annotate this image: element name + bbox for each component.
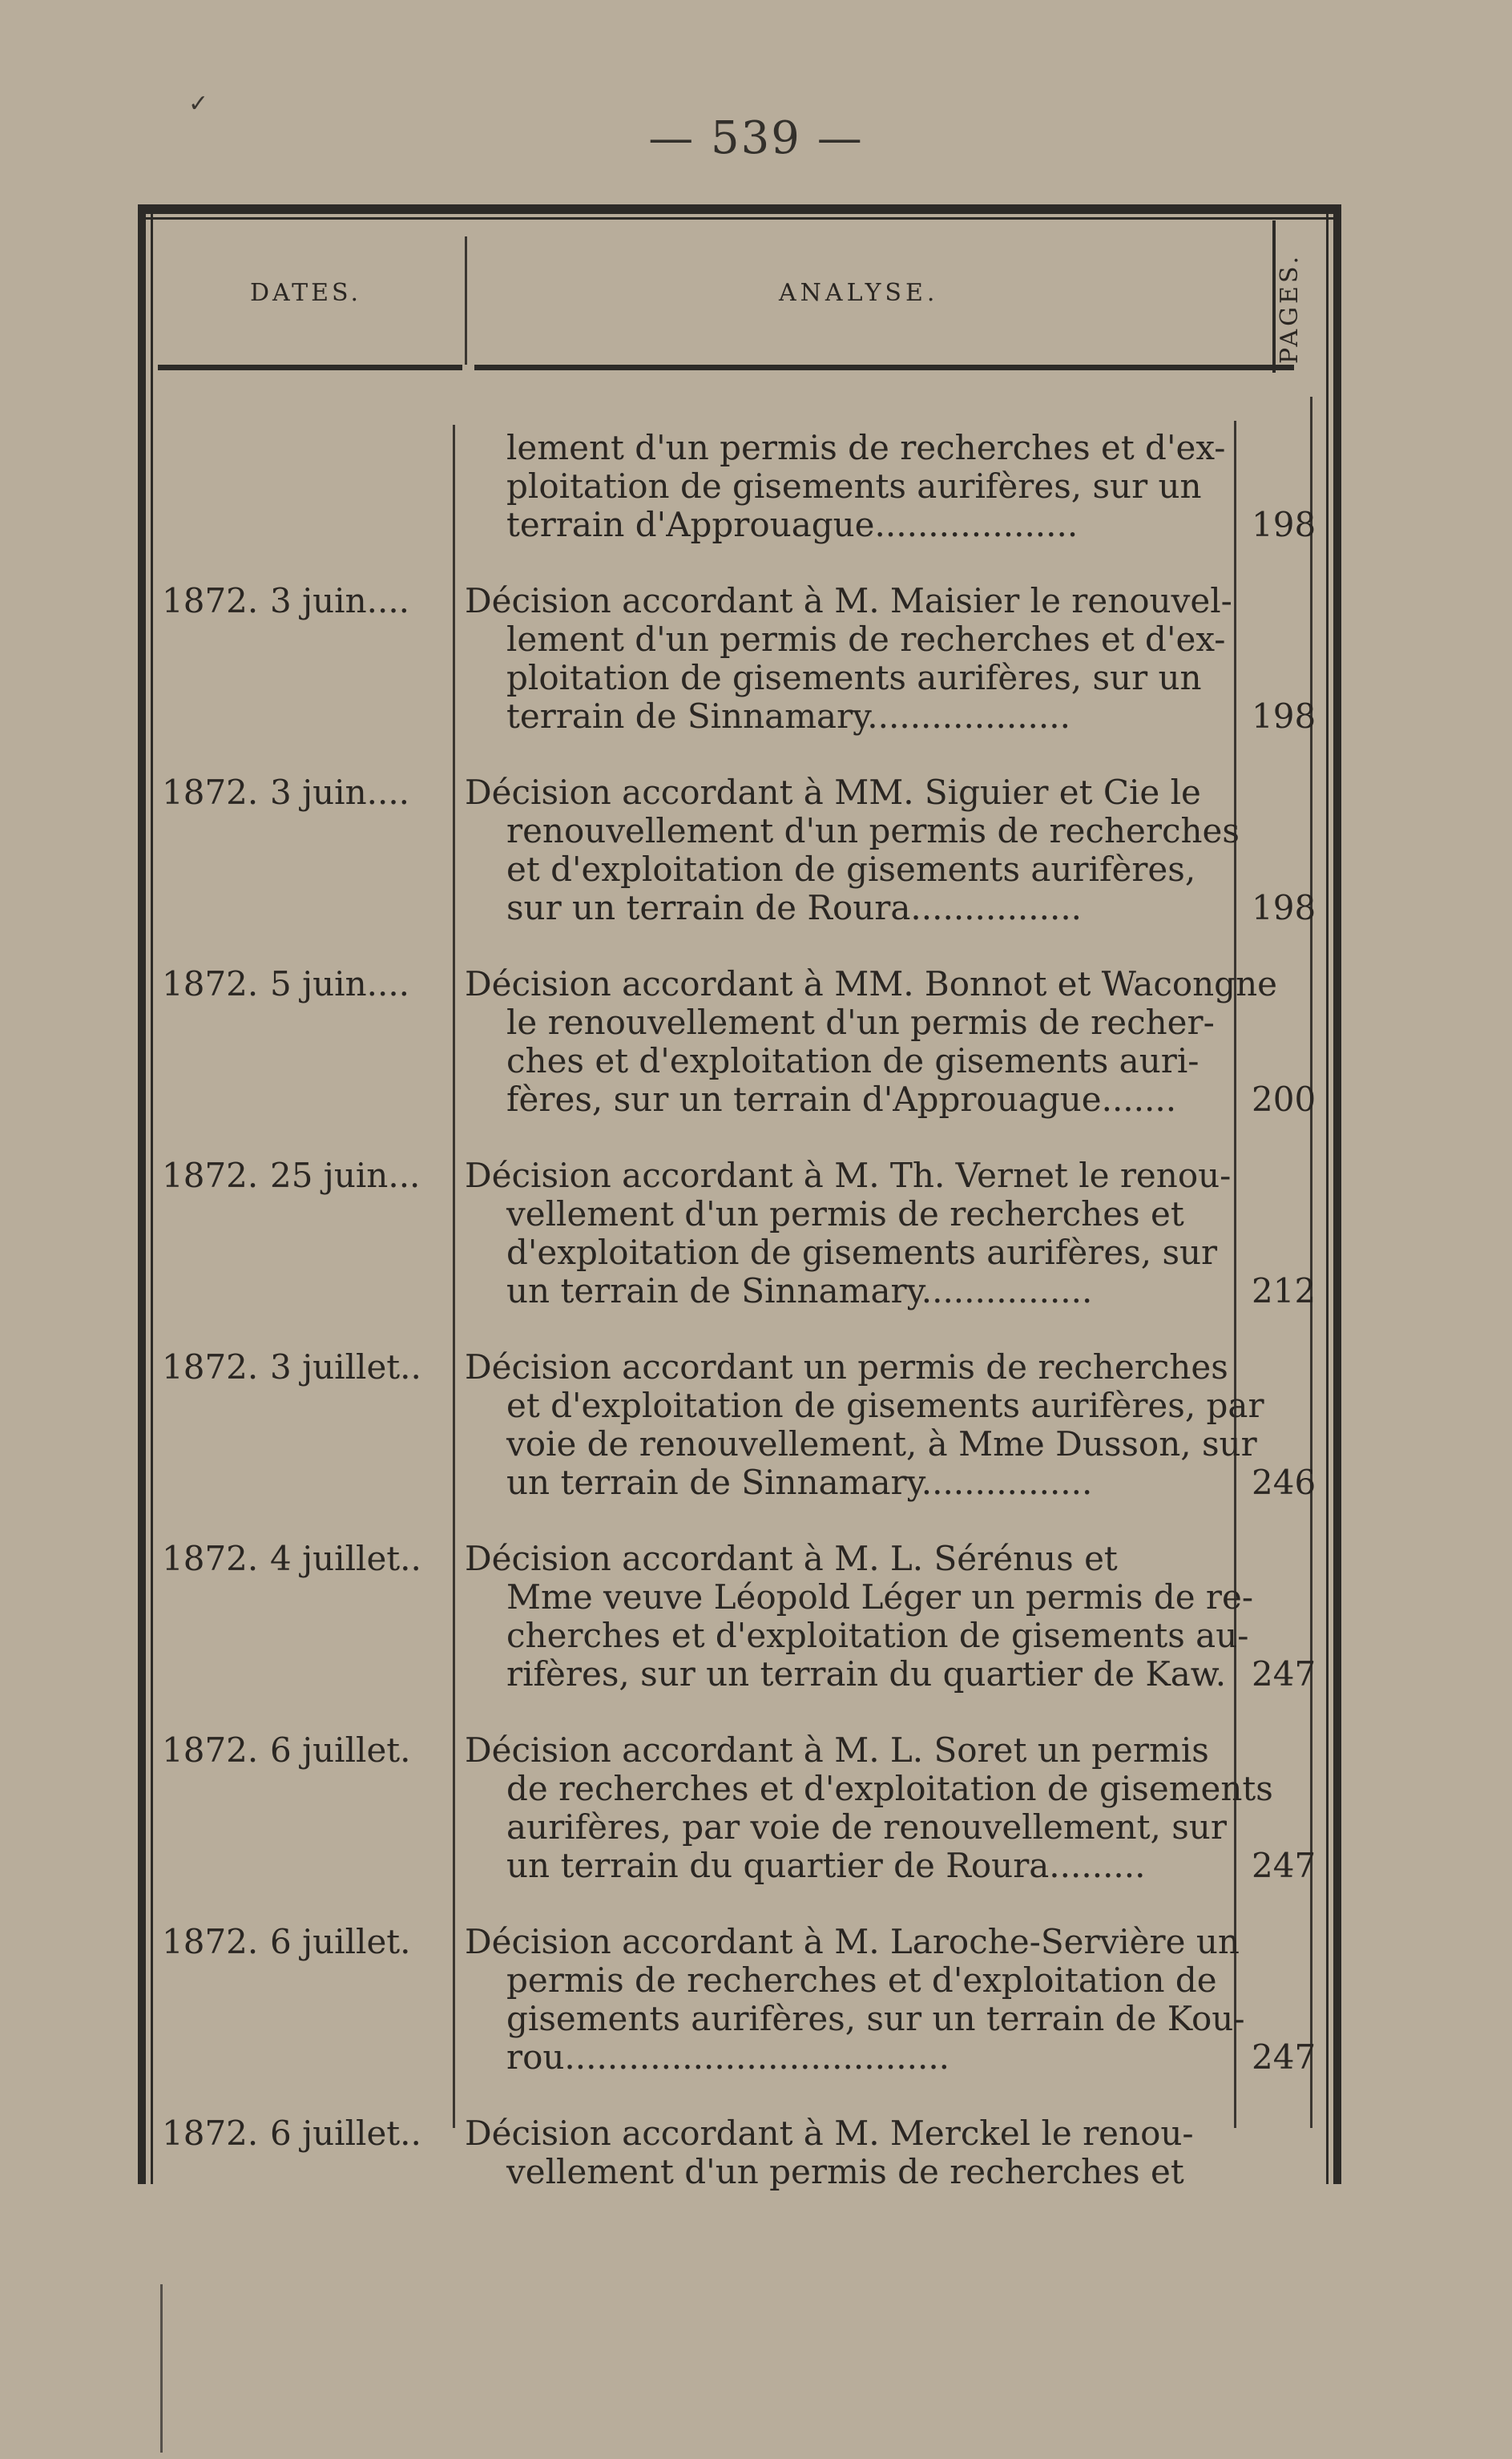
entry-analysis-line: Décision accordant à M. L. Sérénus et [465, 1539, 1118, 1578]
entry-analysis-line: Décision accordant à M. Laroche-Servière un [465, 1922, 1240, 1961]
entry-analysis-line: permis de recherches et d'exploitation de [506, 1960, 1217, 2000]
entry-year: 1872. [162, 1922, 259, 1961]
entry-day: 5 juin.... [270, 964, 410, 1003]
entry-analysis-line: ploitation de gisements aurifères, sur un [506, 658, 1202, 697]
entry-year: 1872. [162, 2114, 259, 2153]
entry-analysis-line: Mme veuve Léopold Léger un permis de re- [506, 1577, 1254, 1617]
entry-analysis-line: Décision accordant un permis de recherches [465, 1347, 1228, 1387]
entry-analysis-line: le renouvellement d'un permis de recher- [506, 1003, 1215, 1042]
entry-analysis-line: Décision accordant à MM. Bonnot et Wacongne [465, 964, 1277, 1003]
entry-year: 1872. [162, 1347, 259, 1387]
entry-analysis-line: sur un terrain de Roura................ [506, 888, 1083, 927]
entry-year: 1872. [162, 1156, 259, 1195]
entry-analysis-line: renouvellement d'un permis de recherches [506, 811, 1240, 850]
entry-year: 1872. [162, 581, 259, 620]
entry-page: 212 [1252, 1271, 1316, 1310]
entry-day: 6 juillet. [270, 1922, 411, 1961]
margin-mark: ✓ [188, 90, 209, 118]
entry-page: 198 [1252, 505, 1316, 544]
margin-line [160, 2284, 163, 2453]
entry-analysis-line: cherches et d'exploitation de gisements au- [506, 1616, 1249, 1655]
entry-day: 3 juin.... [270, 581, 410, 620]
entry-analysis-line: un terrain de Sinnamary................ [506, 1463, 1093, 1502]
header-rule-dates [158, 365, 462, 370]
entry-analysis-line: Décision accordant à M. Maisier le renouvel- [465, 581, 1232, 620]
entry-day: 6 juillet. [270, 1730, 411, 1770]
entry-page: 198 [1252, 888, 1316, 927]
table-left-border [138, 204, 146, 2184]
entry-analysis-line: de recherches et d'exploitation de gisements [506, 1769, 1273, 1808]
header-dates: DATES. [250, 279, 362, 307]
entry-analysis-line: rou.................................... [506, 2037, 950, 2077]
entry-day: 3 juillet.. [270, 1347, 421, 1387]
entry-day: 25 juin... [270, 1156, 421, 1195]
table-top-rule-thin [138, 217, 1341, 220]
entry-analysis-line: gisements aurifères, sur un terrain de Kou- [506, 1999, 1245, 2038]
entry-page: 247 [1252, 2037, 1316, 2077]
entry-analysis-line: ploitation de gisements aurifères, sur un [506, 466, 1202, 506]
column-separator-dates [453, 425, 455, 2128]
page-number: — 539 — [648, 112, 864, 164]
table-right-border-thin [1326, 204, 1329, 2184]
entry-page: 246 [1252, 1463, 1316, 1502]
entry-year: 1872. [162, 1730, 259, 1770]
entry-analysis-line: lement d'un permis de recherches et d'ex- [506, 620, 1226, 659]
entry-analysis-line: aurifères, par voie de renouvellement, sur [506, 1807, 1227, 1847]
entry-analysis-line: un terrain du quartier de Roura......... [506, 1846, 1146, 1885]
entry-analysis-line: ches et d'exploitation de gisements auri- [506, 1041, 1200, 1080]
table-left-border-thin [151, 204, 153, 2184]
entry-analysis-line: terrain d'Approuague................... [506, 505, 1079, 544]
entry-page: 247 [1252, 1846, 1316, 1885]
entry-page: 200 [1252, 1080, 1316, 1119]
entry-analysis-line: Décision accordant à M. L. Soret un permis [465, 1730, 1209, 1770]
entry-analysis-line: vellement d'un permis de recherches et [506, 1194, 1184, 1234]
register-table [138, 204, 1341, 2191]
header-separator-2 [1272, 220, 1276, 373]
entry-analysis-line: et d'exploitation de gisements aurifères, [506, 850, 1196, 889]
entry-analysis-line: vellement d'un permis de recherches et [506, 2152, 1184, 2191]
entry-analysis-line: voie de renouvellement, à Mme Dusson, sur [506, 1424, 1257, 1464]
header-analyse: ANALYSE. [779, 279, 939, 307]
header-pages: PAGES. [1276, 253, 1304, 364]
entry-analysis-line: lement d'un permis de recherches et d'ex- [506, 428, 1226, 467]
table-right-border [1333, 204, 1341, 2184]
entry-day: 4 juillet.. [270, 1539, 421, 1578]
entry-analysis-line: fères, sur un terrain d'Approuague....... [506, 1080, 1177, 1119]
entry-day: 3 juin.... [270, 773, 410, 812]
entry-year: 1872. [162, 964, 259, 1003]
entry-analysis-line: Décision accordant à M. Th. Vernet le renou- [465, 1156, 1232, 1195]
header-separator-1 [465, 236, 467, 365]
entry-page: 198 [1252, 697, 1316, 736]
entry-analysis-line: terrain de Sinnamary................... [506, 697, 1070, 736]
entry-analysis-line: Décision accordant à MM. Siguier et Cie le [465, 773, 1201, 812]
entry-year: 1872. [162, 1539, 259, 1578]
entry-day: 6 juillet.. [270, 2114, 421, 2153]
entry-analysis-line: rifères, sur un terrain du quartier de Kaw. [506, 1654, 1227, 1694]
entry-page: 247 [1252, 1654, 1316, 1694]
column-separator-analyse [1234, 421, 1236, 2128]
entry-year: 1872. [162, 773, 259, 812]
entry-analysis-line: un terrain de Sinnamary................ [506, 1271, 1093, 1310]
entry-analysis-line: Décision accordant à M. Merckel le renou- [465, 2114, 1194, 2153]
entry-analysis-line: d'exploitation de gisements aurifères, sur [506, 1233, 1218, 1272]
table-top-rule [138, 204, 1341, 214]
entry-analysis-line: et d'exploitation de gisements aurifères, par [506, 1386, 1264, 1425]
header-rule-analyse [474, 365, 1276, 370]
